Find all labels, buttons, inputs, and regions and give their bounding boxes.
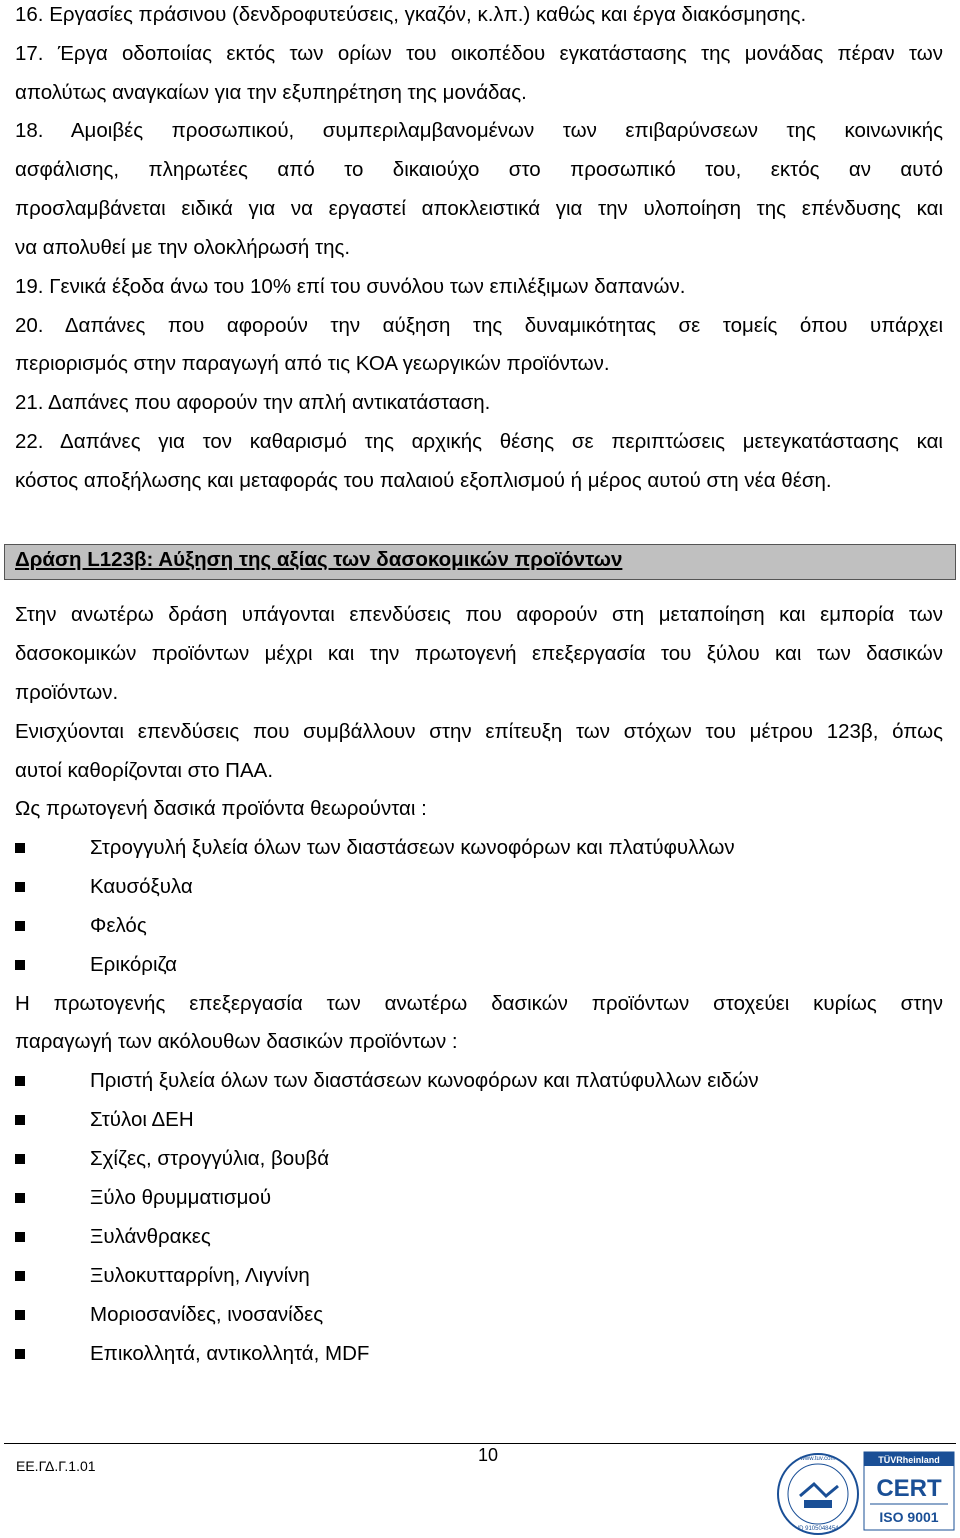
list-item-18-cont: προσλαμβάνεται ειδικά για να εργαστεί αποκλειστικά για την υλοποίηση της επένδυσης και bbox=[15, 197, 943, 220]
square-bullet-icon bbox=[15, 960, 25, 970]
square-bullet-icon bbox=[15, 1154, 25, 1164]
list-item: Στύλοι ΔΕΗ bbox=[90, 1108, 194, 1131]
cert-id: ID 9105048454 bbox=[797, 1526, 839, 1532]
list-item-20-cont: περιορισμός στην παραγωγή από τις ΚΟΑ γεωργικών προϊόντων. bbox=[15, 352, 610, 375]
list-item: Ξυλάνθρακες bbox=[90, 1225, 211, 1248]
cert-brand: TÜVRheinland bbox=[878, 1455, 940, 1465]
section-title: Δράση L123β: Αύξηση της αξίας των δασοκομικών προϊόντων bbox=[15, 548, 623, 571]
list-item-18-cont: ασφάλισης, πληρωτέες από το δικαιούχο στο προσωπικό του, εκτός αν αυτό bbox=[15, 158, 943, 181]
list-item: Μοριοσανίδες, ινοσανίδες bbox=[90, 1303, 324, 1326]
square-bullet-icon bbox=[15, 882, 25, 892]
body-line: Ενισχύονται επενδύσεις που συμβάλλουν στην επίτευξη των στόχων του μέτρου 123β, όπως bbox=[15, 720, 943, 743]
list-item-18: 18. Αμοιβές προσωπικού, συμπεριλαμβανομένων των επιβαρύνσεων της κοινωνικής bbox=[15, 119, 943, 142]
list-item: Καυσόξυλα bbox=[90, 875, 193, 898]
square-bullet-icon bbox=[15, 1310, 25, 1320]
square-bullet-icon bbox=[15, 843, 25, 853]
square-bullet-icon bbox=[15, 1076, 25, 1086]
body-line: Ως πρωτογενή δασικά προϊόντα θεωρούνται : bbox=[15, 797, 427, 820]
square-bullet-icon bbox=[15, 1193, 25, 1203]
list-item-21: 21. Δαπάνες που αφορούν την απλή αντικατάσταση. bbox=[15, 391, 491, 414]
body-line: Η πρωτογενής επεξεργασία των ανωτέρω δασικών προϊόντων στοχεύει κυρίως στην bbox=[15, 992, 943, 1015]
list-item-22-cont: κόστος αποξήλωσης και μεταφοράς του παλαιού εξοπλισμού ή μέρος αυτού στη νέα θέση. bbox=[15, 469, 832, 492]
list-item: Ερικόριζα bbox=[90, 953, 178, 976]
square-bullet-icon bbox=[15, 1232, 25, 1242]
document-code: ΕΕ.ΓΔ.Γ.1.01 bbox=[16, 1458, 96, 1474]
tuv-certification-logo bbox=[770, 1444, 956, 1536]
body-line: Στην ανωτέρω δράση υπάγονται επενδύσεις που αφορούν στη μεταποίηση και εμπορία των bbox=[15, 603, 943, 626]
square-bullet-icon bbox=[15, 921, 25, 931]
square-bullet-icon bbox=[15, 1271, 25, 1281]
list-item-16: 16. Εργασίες πράσινου (δενδροφυτεύσεις, γκαζόν, κ.λπ.) καθώς και έργα διακόσμησης. bbox=[15, 3, 807, 26]
cert-mark: CERT bbox=[876, 1475, 942, 1502]
list-item: Ξυλοκυτταρρίνη, Λιγνίνη bbox=[90, 1264, 310, 1287]
list-item-18-cont: να απολυθεί με την ολοκλήρωσή της. bbox=[15, 236, 351, 259]
list-item: Στρογγυλή ξυλεία όλων των διαστάσεων κωνοφόρων και πλατύφυλλων bbox=[90, 836, 735, 859]
list-item-20: 20. Δαπάνες που αφορούν την αύξηση της δυναμικότητας σε τομείς όπου υπάρχει bbox=[15, 314, 943, 337]
list-item-17: 17. Έργα οδοποιίας εκτός των ορίων του οικοπέδου εγκατάστασης της μονάδας πέραν των bbox=[15, 42, 943, 65]
body-line: αυτοί καθορίζονται στο ΠΑΑ. bbox=[15, 759, 274, 782]
page-number: 10 bbox=[478, 1445, 499, 1465]
list-item: Πριστή ξυλεία όλων των διαστάσεων κωνοφόρων και πλατύφυλλων ειδών bbox=[90, 1069, 759, 1092]
cert-standard: ISO 9001 bbox=[879, 1509, 939, 1525]
list-item-22: 22. Δαπάνες για τον καθαρισμό της αρχικής θέσης σε περιπτώσεις μετεγκατάστασης και bbox=[15, 430, 943, 453]
list-item: Φελός bbox=[90, 914, 147, 937]
list-item: Επικολλητά, αντικολλητά, MDF bbox=[90, 1342, 370, 1365]
square-bullet-icon bbox=[15, 1115, 25, 1125]
body-line: παραγωγή των ακόλουθων δασικών προϊόντων : bbox=[15, 1030, 458, 1053]
list-item-19: 19. Γενικά έξοδα άνω του 10% επί του συνόλου των επιλέξιμων δαπανών. bbox=[15, 275, 686, 298]
square-bullet-icon bbox=[15, 1349, 25, 1359]
body-line: προϊόντων. bbox=[15, 681, 119, 704]
list-item-17-cont: απολύτως αναγκαίων για την εξυπηρέτηση της μονάδας. bbox=[15, 81, 527, 104]
cert-url: www.tuv.com bbox=[800, 1456, 836, 1462]
list-item: Ξύλο θρυμματισμού bbox=[90, 1186, 272, 1209]
list-item: Σχίζες, στρογγύλια, βουβά bbox=[90, 1147, 330, 1170]
body-line: δασοκομικών προϊόντων μέχρι και την πρωτογενή επεξεργασία του ξύλου και των δασικών bbox=[15, 642, 943, 665]
